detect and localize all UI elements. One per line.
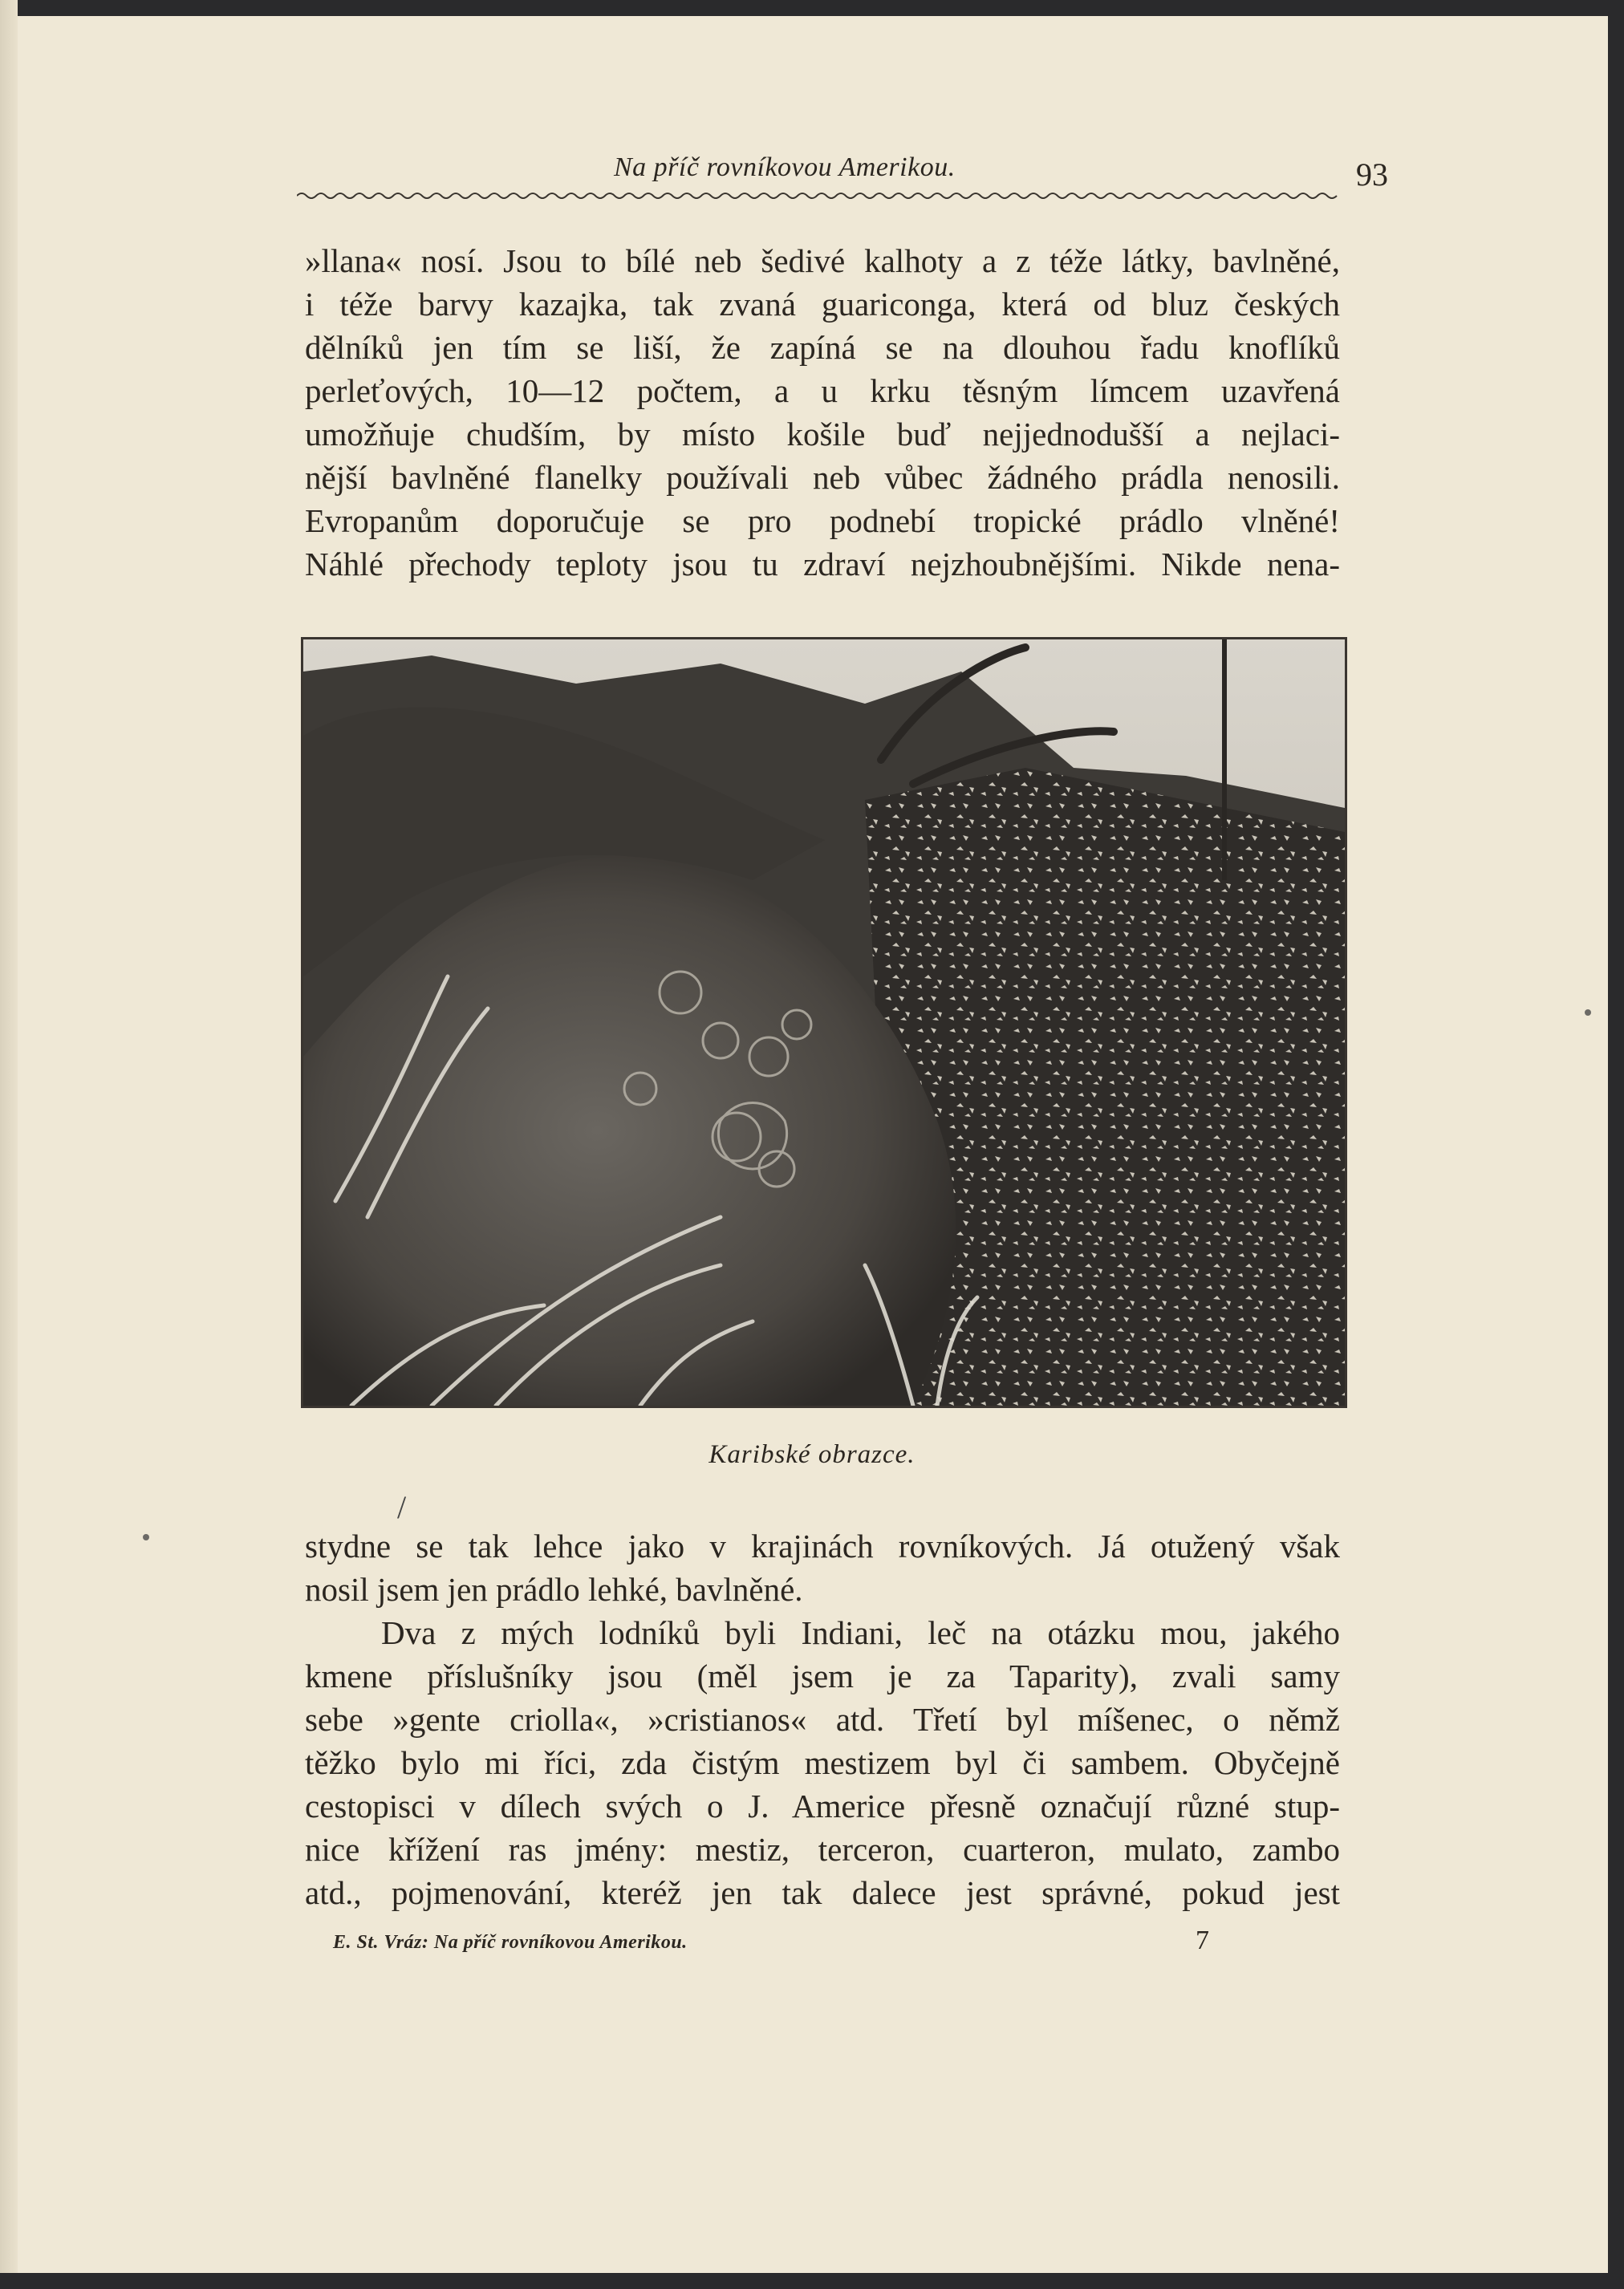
text-line: sebe »gente criolla«, »cristianos« atd. Třetí byl míšenec, o němž [305, 1701, 1340, 1738]
text-line: i téže barvy kazajka, tak zvaná guariconga, která od bluz českých [305, 286, 1340, 323]
text-line: Náhlé přechody teploty jsou tu zdraví nejzhoubnějšími. Nikde nena- [305, 546, 1340, 582]
signature-mark: 7 [1196, 1926, 1209, 1955]
text-line: nice křížení ras jmény: mestiz, terceron, cuarteron, mulato, zambo [305, 1831, 1340, 1868]
speck [143, 1534, 149, 1540]
scan-border-left [0, 0, 18, 2289]
paragraph-3 [305, 1611, 1340, 1914]
text-line: nější bavlněné flanelky používali neb vůbec žádného prádla nenosili. [305, 459, 1340, 496]
text-line: těžko bylo mi říci, zda čistým mestizem byl či sambem. Obyčejně [305, 1744, 1340, 1781]
text-line: perleťových, 10—12 počtem, a u krku těsným límcem uzavřená [305, 372, 1340, 409]
running-title: Na příč rovníkovou Amerikou. [614, 152, 956, 182]
paragraph-2 [305, 1524, 1340, 1611]
scan-border-bottom [0, 2273, 1624, 2289]
text-line: nosil jsem jen prádlo lehké, bavlněné. [305, 1571, 803, 1608]
header-wavy-rule [297, 189, 1340, 201]
text-line: Dva z mých lodníků byli Indiani, leč na otázku mou, jakého [381, 1614, 1340, 1651]
speck [1585, 1009, 1591, 1016]
text-line: atd., pojmenování, kteréž jen tak dalece jest správné, pokud jest [305, 1874, 1340, 1911]
text-line: umožňuje chudším, by místo košile buď nejjednodušší a nejlaci- [305, 416, 1340, 453]
text-line: »llana« nosí. Jsou to bílé neb šedivé kalhoty a z téže látky, bavlněné, [305, 242, 1340, 279]
text-line: cestopisci v dílech svých o J. Americe přesně označují různé stup- [305, 1788, 1340, 1824]
text-line: stydne se tak lehce jako v krajinách rovníkových. Já otužený však [305, 1528, 1340, 1565]
photo-illustration [303, 639, 1345, 1406]
paragraph-1 [305, 239, 1340, 586]
photo-caribbean-petroglyphs [301, 637, 1347, 1408]
text-line: dělníků jen tím se liší, že zapíná se na dlouhou řadu knoflíků [305, 329, 1340, 366]
page-number: 93 [1356, 156, 1388, 193]
page-header [297, 152, 1404, 201]
figure-caption: Karibské obrazce. [708, 1440, 916, 1469]
scan-border-right [1608, 0, 1624, 2289]
text-line: Evropanům doporučuje se pro podnebí tropické prádlo vlněné! [305, 502, 1340, 539]
margin-mark: / [397, 1489, 407, 1525]
footer-imprint: E. St. Vráz: Na příč rovníkovou Amerikou. [333, 1932, 688, 1953]
scan-border-top [0, 0, 1624, 16]
text-line: kmene příslušníky jsou (měl jsem je za Taparity), zvali samy [305, 1658, 1340, 1694]
